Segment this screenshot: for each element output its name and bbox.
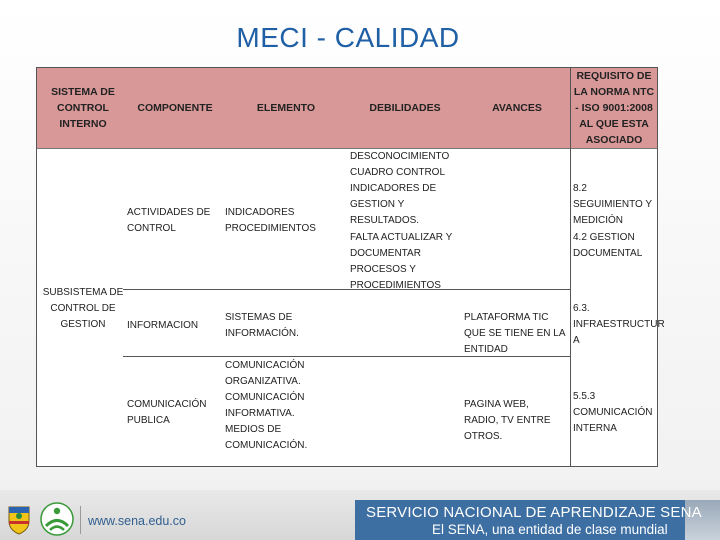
row1-componente: ACTIVIDADES DE CONTROL [127,207,211,234]
row2-componente: INFORMACION [127,320,199,331]
row3-elemento: COMUNICACIÓN ORGANIZATIVA. COMUNICACIÓN INFORMATIVA. MEDIOS DE COMUNICACIÓN. [225,360,308,451]
row1-elemento: INDICADORES PROCEDIMIENTOS [225,207,316,234]
sena-logo-icon [40,502,74,536]
header-elemento: ELEMENTO [256,102,316,114]
row1-requisito-1: 8.2 SEGUIMIENTO Y MEDICIÓN [573,183,652,226]
header-avances: AVANCES [492,102,542,114]
row3-componente: COMUNICACIÓN PUBLICA [127,399,207,426]
footer-org-name: SERVICIO NACIONAL DE APRENDIZAJE SENA [366,504,702,521]
row1-debilidad-2: FALTA ACTUALIZAR Y DOCUMENTAR PROCESOS Y PROCEDIMIENTOS [350,232,453,291]
colombia-coat-of-arms-icon [6,503,32,535]
row2-avances: PLATAFORMA TIC QUE SE TIENE EN LA ENTIDAD [464,312,565,355]
row1-requisito-2: 4.2 GESTION DOCUMENTAL [573,232,643,259]
header-debilidades: DEBILIDADES [369,102,441,114]
row3-requisito-1: 5.5.3 COMUNICACIÓN INTERNA [573,391,653,434]
meci-table [36,67,665,467]
subsistema-label: SUBSISTEMA DE CONTROL DE GESTION [42,287,124,330]
column-divider [570,68,571,466]
row2-requisito-1: 6.3. INFRAESTRUCTUR A [573,303,665,346]
row1-debilidad-1: DESCONOCIMIENTO CUADRO CONTROL INDICADORES DE GESTION Y RESULTADOS. [350,151,450,226]
row3-avances: PAGINA WEB, RADIO, TV ENTRE OTROS. [464,399,551,442]
header-componente: COMPONENTE [137,102,213,114]
website-link[interactable]: www.sena.edu.co [88,514,186,528]
slide-title: MECI - CALIDAD [236,22,460,53]
header-requisito: REQUISITO DE LA NORMA NTC - ISO 9001:2008 AL QUE ESTA ASOCIADO [573,70,655,146]
footer-separator [80,506,81,534]
row-divider [123,289,570,290]
footer-tagline: El SENA, una entidad de clase mundial [432,522,668,537]
header-sistema: SISTEMA DE CONTROL INTERNO [51,86,115,130]
row2-elemento: SISTEMAS DE INFORMACIÓN. [225,312,299,339]
table-header-row [37,68,657,149]
